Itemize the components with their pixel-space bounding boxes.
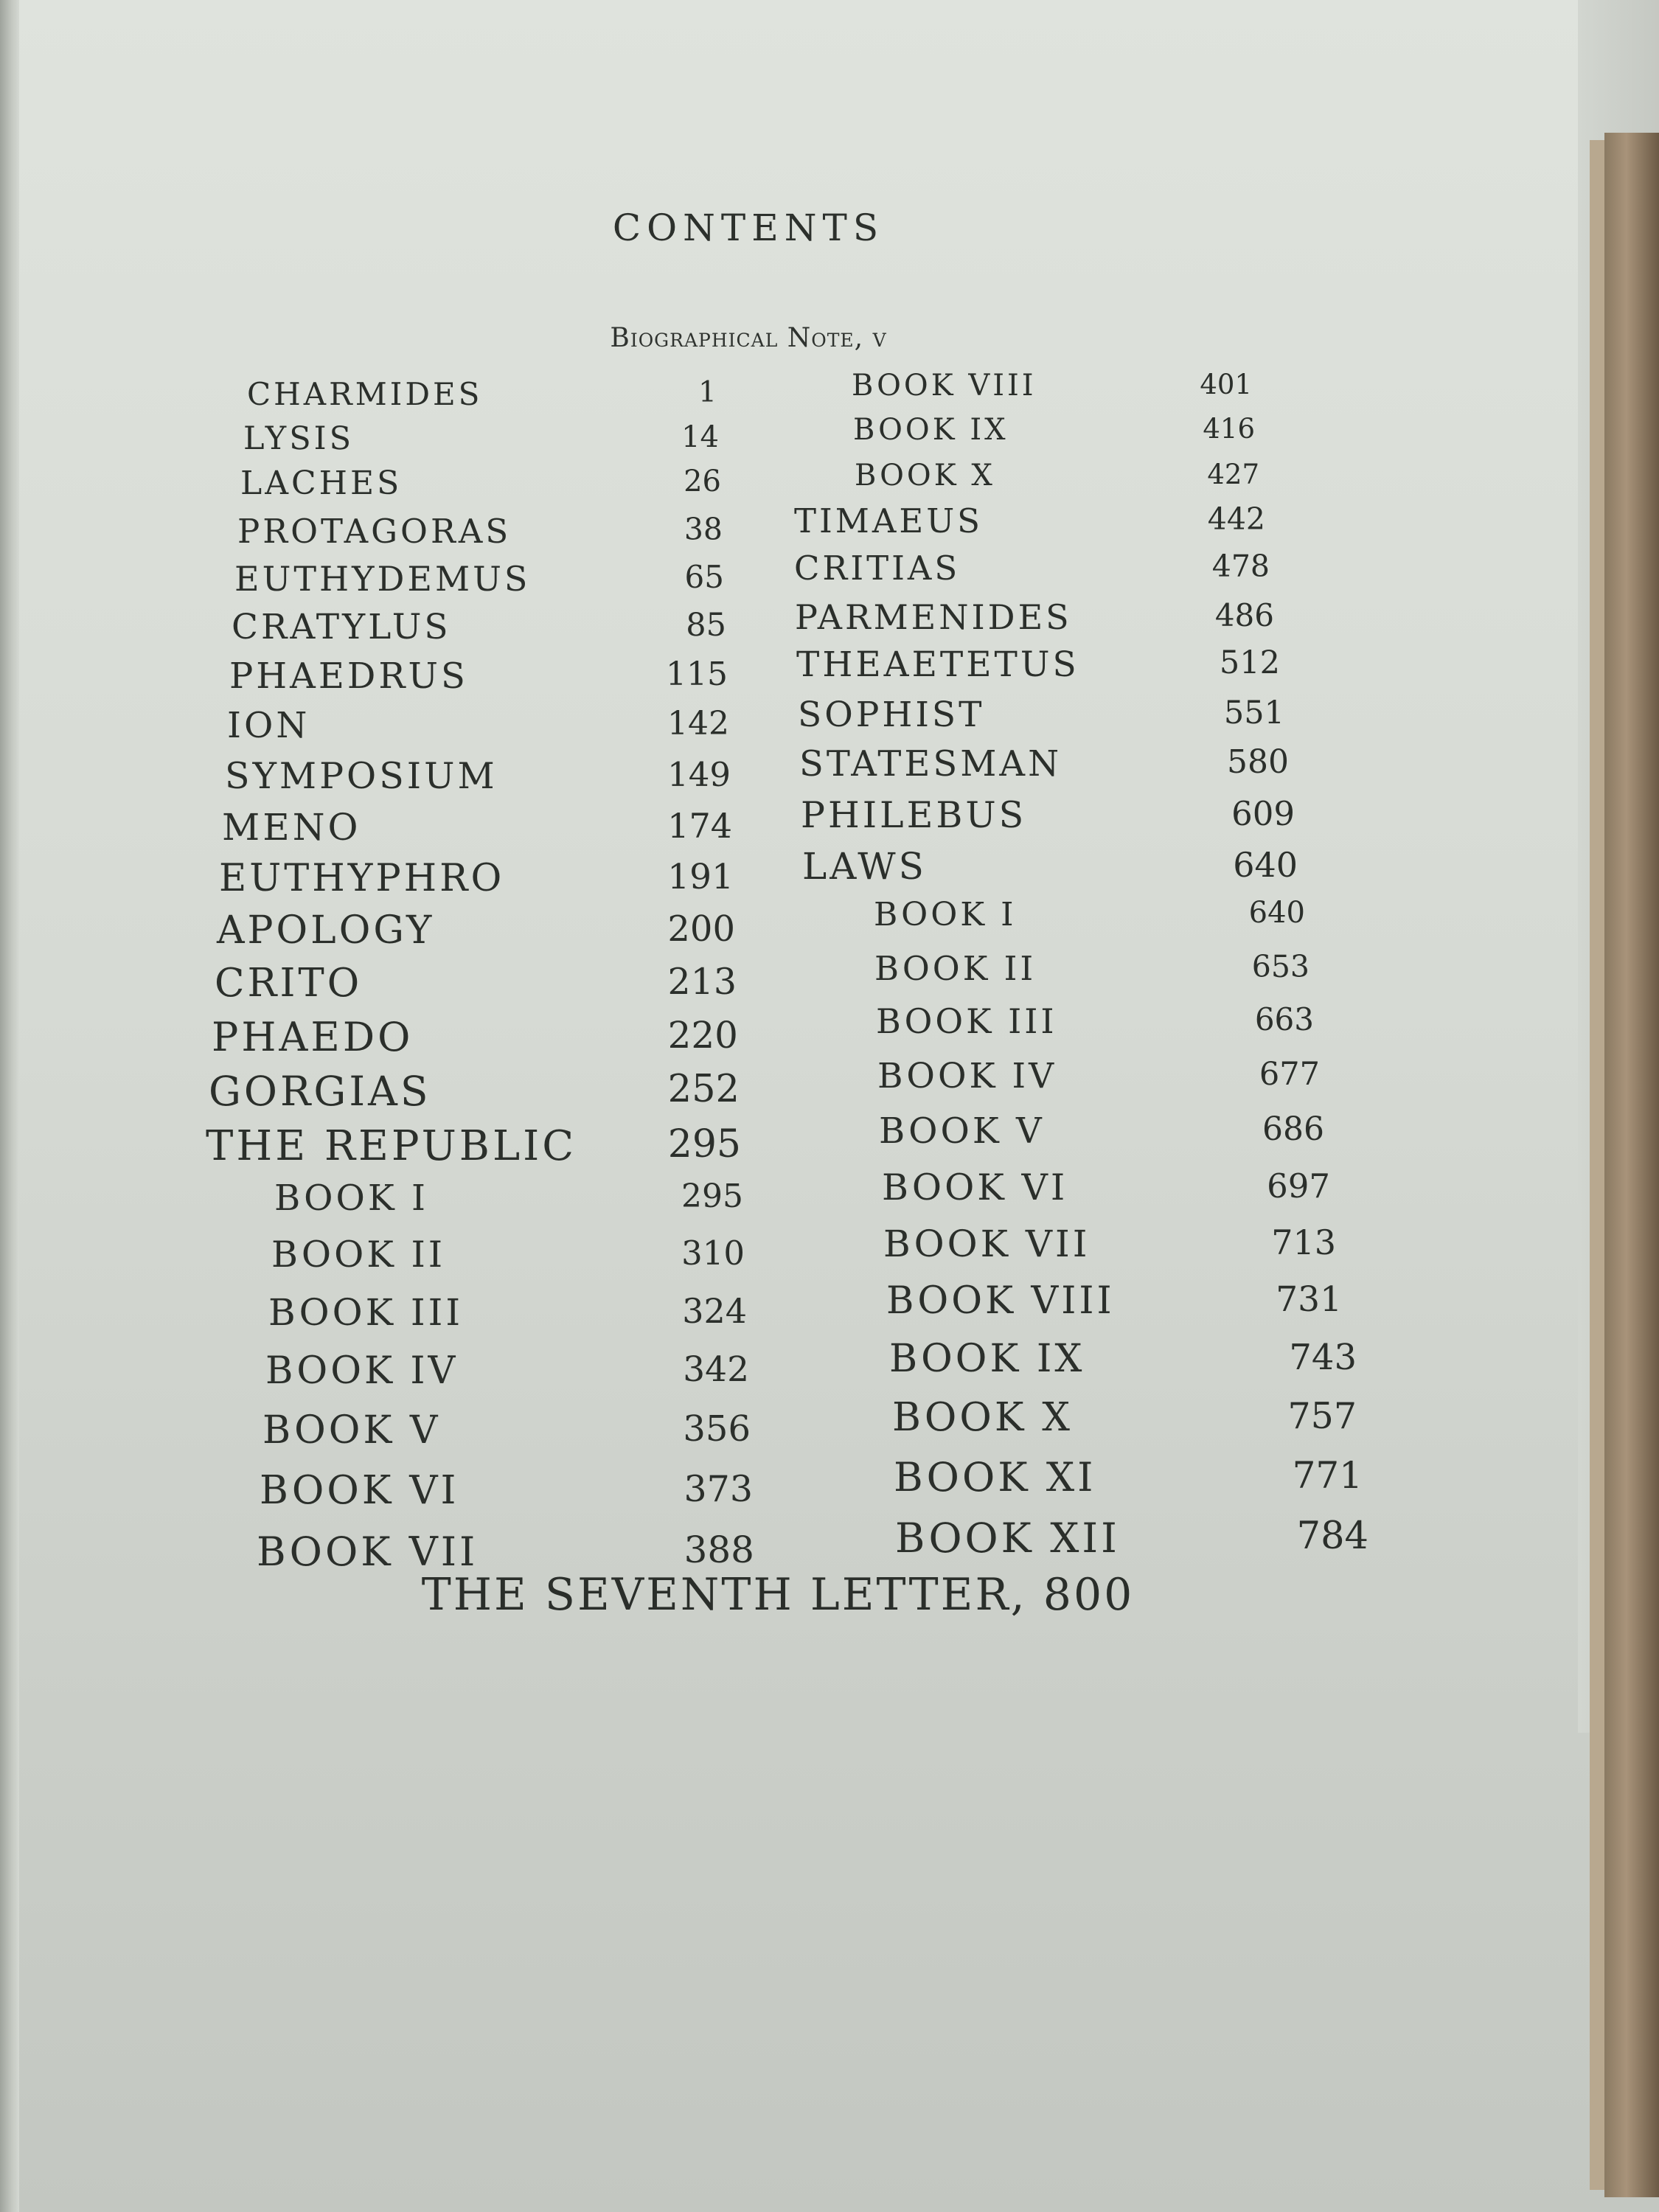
entry-title: LYSIS [243,420,355,457]
entry-title: PROTAGORAS [237,512,512,551]
entry-page-number: 697 [1267,1166,1330,1206]
entry-page-number: 174 [667,806,732,846]
entry-title: EUTHYDEMUS [234,559,531,599]
entry-title: BOOK IX [853,413,1009,447]
entry-page-number: 401 [1200,369,1252,400]
entry-page-number: 663 [1254,1001,1314,1037]
entry-page-number: 609 [1231,794,1295,833]
entry-page-number: 713 [1271,1222,1336,1262]
entry-page-number: 731 [1276,1279,1342,1320]
entry-page-number: 14 [681,420,719,454]
biographical-note: Biographical Note, v [610,323,887,353]
entry-title: BOOK IX [889,1337,1085,1381]
entry-page-number: 512 [1219,644,1280,681]
entry-title: BOOK IV [265,1349,459,1393]
entry-title: CHARMIDES [247,376,483,412]
entry-title: BOOK I [874,896,1017,933]
entry-page-number: 442 [1207,501,1265,537]
entry-title: PHAEDRUS [229,655,468,697]
entry-title: THEAETETUS [796,644,1079,685]
entry-title: BOOK VII [883,1222,1091,1265]
entry-title: EUTHYPHRO [219,857,505,900]
entry-page-number: 388 [684,1528,754,1571]
entry-title: SOPHIST [798,695,985,735]
entry-page-number: 743 [1289,1337,1357,1378]
entry-title: PHILEBUS [801,794,1027,836]
entry-page-number: 142 [667,705,729,742]
entry-title: PHAEDO [212,1014,414,1060]
entry-page-number: 757 [1287,1395,1357,1437]
entry-title: BOOK X [855,459,995,493]
entry-page-number: 342 [683,1349,749,1390]
entry-title: SYMPOSIUM [225,755,498,797]
entry-page-number: 65 [684,559,724,595]
entry-page-number: 295 [681,1178,743,1215]
entry-page-number: 295 [667,1122,741,1166]
entry-title: THE REPUBLIC [206,1122,577,1170]
entry-title: BOOK XII [895,1514,1120,1562]
entry-title: BOOK II [874,949,1037,988]
entry-title: STATESMAN [799,743,1062,785]
entry-title: BOOK III [268,1291,464,1334]
book-cover [1604,133,1659,2197]
entry-page-number: 427 [1207,459,1259,490]
entry-title: BOOK IV [877,1056,1057,1096]
entry-page-number: 580 [1227,743,1289,781]
entry-page-number: 85 [686,607,726,644]
entry-page-number: 653 [1251,949,1310,984]
entry-page-number: 686 [1262,1110,1324,1148]
entry-page-number: 213 [667,961,737,1003]
entry-page-number: 486 [1214,597,1274,633]
contents-title: CONTENTS [612,206,885,249]
entry-page-number: 640 [1233,845,1298,885]
entry-page-number: 640 [1248,896,1305,930]
entry-title: APOLOGY [217,908,435,953]
entry-page-number: 38 [684,512,723,547]
entry-title: CRITIAS [794,549,961,588]
entry-page-number: 191 [667,857,734,897]
entry-title: GORGIAS [209,1068,431,1115]
entry-title: BOOK VIII [886,1279,1115,1323]
entry-title: CRITO [215,961,363,1006]
entry-page-number: 115 [666,655,728,693]
entry-title: BOOK VII [257,1528,479,1575]
entry-page-number: 677 [1259,1056,1320,1093]
entry-page-number: 252 [667,1068,740,1111]
entry-title: PARMENIDES [795,597,1072,637]
entry-title: BOOK VI [260,1468,459,1513]
entry-page-number: 1 [698,376,717,409]
entry-page-number: 478 [1211,549,1270,584]
entry-title: BOOK X [892,1395,1074,1440]
entry-page-number: 416 [1203,413,1255,445]
entry-page-number: 356 [683,1408,751,1450]
entry-page-number: 771 [1292,1454,1363,1497]
entry-title: TIMAEUS [794,501,983,540]
entry-page-number: 310 [681,1234,745,1273]
entry-title: LAWS [802,845,927,888]
entry-title: BOOK XI [894,1454,1096,1500]
entry-title: BOOK I [274,1178,428,1219]
entry-page-number: 200 [667,908,735,950]
entry-page-number: 149 [667,755,731,794]
entry-page-number: 551 [1223,695,1284,731]
entry-title: BOOK III [876,1001,1057,1041]
entry-title: BOOK VIII [852,369,1037,403]
entry-title: CRATYLUS [232,607,451,647]
entry-title: BOOK V [879,1110,1045,1152]
entry-page-number: 373 [684,1468,753,1510]
entry-title: MENO [222,806,361,849]
entry-title: BOOK VI [882,1166,1068,1208]
entry-page-number: 26 [684,465,721,498]
seventh-letter-entry: THE SEVENTH LETTER, 800 [421,1569,1135,1621]
entry-title: LACHES [240,465,403,502]
cover-strip [1590,140,1604,2190]
entry-page-number: 220 [667,1014,738,1057]
entry-title: ION [227,705,310,746]
entry-title: BOOK V [262,1408,441,1453]
entry-title: BOOK II [271,1234,446,1276]
entry-page-number: 324 [682,1291,747,1331]
entry-page-number: 784 [1296,1514,1368,1558]
